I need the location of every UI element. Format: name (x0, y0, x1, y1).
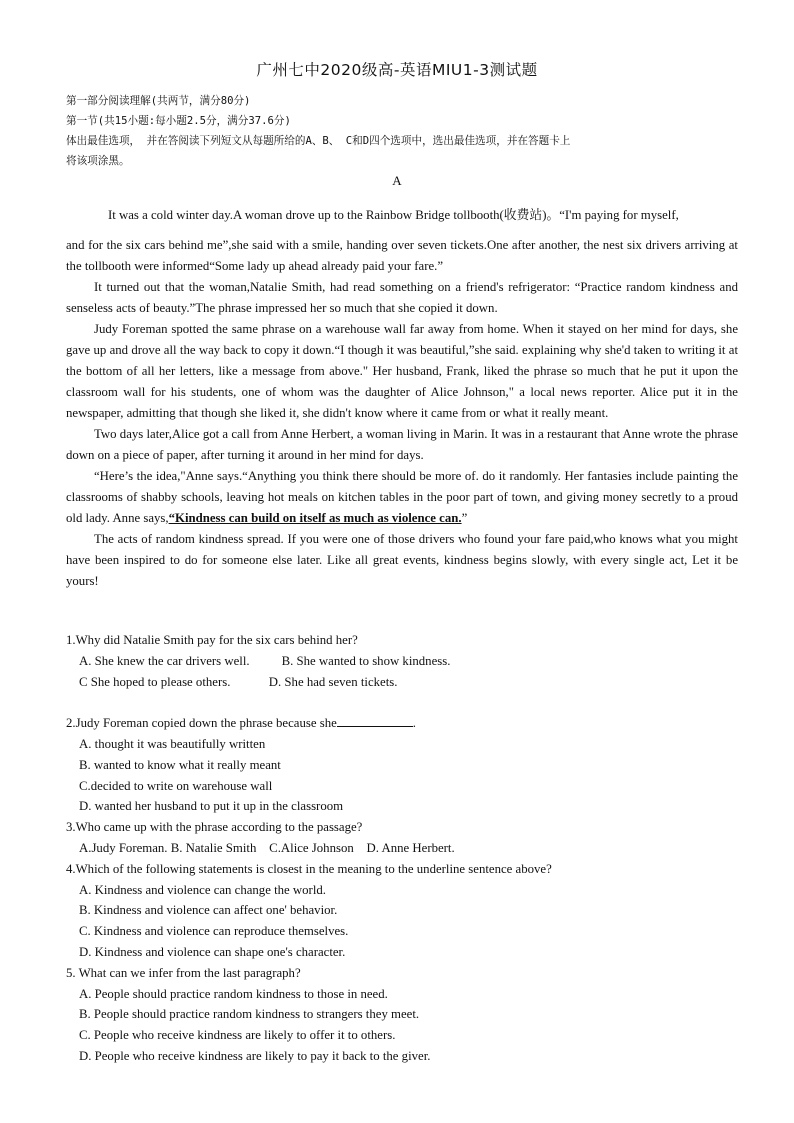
questions (66, 630, 746, 1067)
question-1-options-row-2: C She hoped to please others. D. She had seven tickets. (79, 674, 398, 689)
paragraph-5-text: “Here’s the idea,"Anne says.“Anything you think there should be more of. do it randomly. Her fantasies include painting the classrooms of shabby schools, leaving hot meals on kitchen tables in the poor part of town, and giving money secretly to a proud old lady. Anne says, (66, 469, 738, 525)
paragraph-5 (66, 466, 738, 529)
paragraph-5-end: ” (461, 511, 468, 525)
question-5-option-c: C. People who receive kindness are likely to offer it to others. (79, 1028, 396, 1043)
question-3-options: A.Judy Foreman. B. Natalie Smith C.Alice Johnson D. Anne Herbert. (79, 840, 455, 855)
question-2-option-d: D. wanted her husband to put it up in the classroom (79, 799, 344, 814)
part-heading: 第一部分阅读理解(共两节，满分80分) (66, 95, 251, 107)
question-1-options-row-1: A. She knew the car drivers well. B. She wanted to show kindness. (79, 653, 451, 668)
paragraph-4: Two days later,Alice got a call from Anne Herbert, a woman living in Marin. It was in a restaurant that Anne wrote the phrase down on a piece of paper, after turning it around in her mind for days. (66, 427, 738, 462)
passage-body (66, 235, 738, 592)
question-2-end: . (412, 716, 416, 731)
question-4-option-a: A. Kindness and violence can change the world. (79, 882, 326, 897)
answer-blank (337, 714, 413, 727)
instructions-line-2: 将该项涂黑。 (66, 155, 130, 167)
question-4: 4.Which of the following statements is closest in the meaning to the underline sentence above? (66, 861, 552, 876)
question-5-option-d: D. People who receive kindness are likely to pay it back to the giver. (79, 1048, 431, 1063)
paragraph-1-rest: and for the six cars behind me”,she said with a smile, handing over seven tickets.One after another, the nest six drivers arriving at the tollbooth were informed“Some lady up ahead already paid your fare.” (66, 238, 738, 273)
paragraph-2: It turned out that the woman,Natalie Smith, had read something on a friend's refrigerator: “Practice random kindness and senseless acts of beauty.”The phrase impressed her so much that she copied it down. (66, 280, 738, 315)
paragraph-3: Judy Foreman spotted the same phrase on a warehouse wall far away from home. When it stayed on her mind for days, she gave up and drove all the way back to copy it down.“I though it was beautiful,”she said. explaining why she'd taken to writing it at the bottom of all her letters, like a message from above." Her husband, Frank, liked the phrase so much that he put it upon the classroom wall for his students, one of whom was the daughter of Alice Johnson," a local news reporter. Alice put it in the newspaper, admitting that though she liked it, she didn't know where it came from or what it really meant. (66, 322, 738, 420)
question-2-option-b: B. wanted to know what it really meant (79, 757, 281, 772)
question-1: 1.Why did Natalie Smith pay for the six cars behind her? (66, 633, 358, 647)
paragraph-1-first-line: It was a cold winter day.A woman drove up to the Rainbow Bridge tollbooth(收费站)。“I'm paying for myself, (108, 208, 679, 222)
question-4-option-c: C. Kindness and violence can reproduce themselves. (79, 924, 349, 939)
section-heading: 第一节(共15小题:每小题2.5分，满分37.6分) (66, 115, 291, 127)
question-2-text: 2.Judy Foreman copied down the phrase because she (66, 716, 337, 731)
question-2-option-a: A. thought it was beautifully written (79, 736, 266, 751)
question-4-option-b: B. Kindness and violence can affect one' behavior. (79, 903, 338, 918)
question-5-option-b: B. People should practice random kindness to strangers they meet. (79, 1007, 420, 1022)
question-2 (66, 713, 746, 734)
question-4-option-d: D. Kindness and violence can shape one's character. (79, 944, 346, 959)
passage (66, 205, 756, 226)
instructions-line-1: 体出最佳选项， 并在答阅读下列短文从每题所给的A、B、 C和D四个选项中，选出最佳选项，并在答题卡上 (66, 135, 571, 147)
question-5: 5. What can we infer from the last paragraph? (66, 965, 301, 980)
page-title: 广州七中2020级高-英语MIU1-3测试题 (256, 61, 538, 79)
passage-label: A (392, 173, 402, 188)
paragraph-6: The acts of random kindness spread. If you were one of those drivers who found your fare paid,who knows what you might have been inspired to do for someone else later. Like all great events, kindness begins slowly, with every single act, Let it be yours! (66, 532, 738, 588)
question-2-option-c: C.decided to write on warehouse wall (79, 778, 273, 793)
underlined-sentence: “Kindness can build on itself as much as violence can. (168, 511, 462, 525)
question-3: 3.Who came up with the phrase according to the passage? (66, 820, 363, 835)
spacer (66, 692, 746, 713)
question-5-option-a: A. People should practice random kindness to those in need. (79, 986, 388, 1001)
